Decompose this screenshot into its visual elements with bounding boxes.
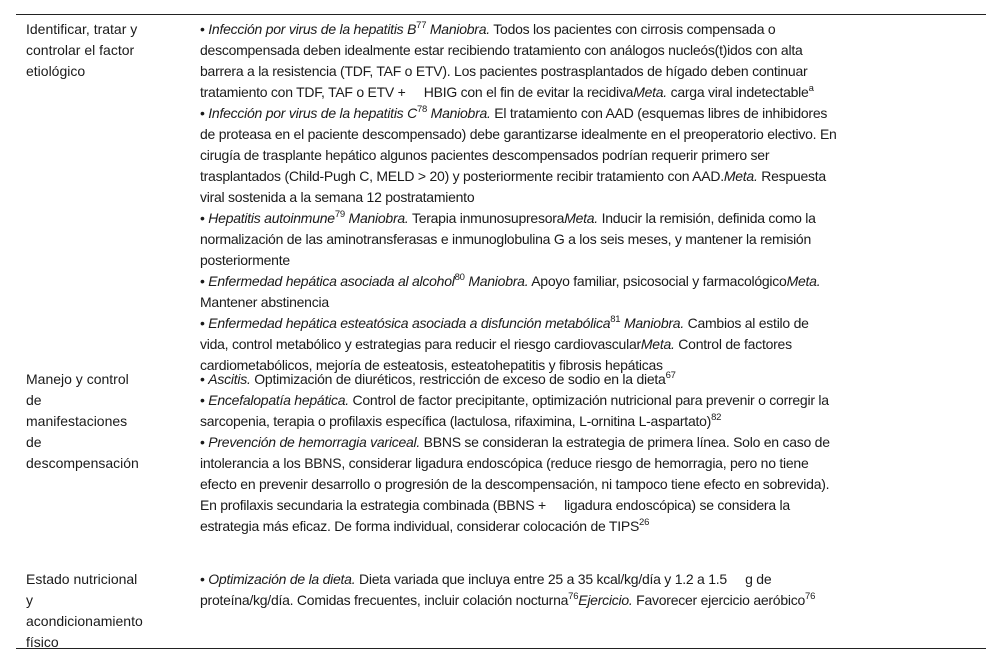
bullet-item [200, 19, 986, 103]
text-run: Todos los pacientes con cirrosis compensada o [489, 21, 776, 37]
italic-term: Maniobra. [426, 21, 490, 37]
bullet-item [200, 103, 986, 208]
text-run: • [200, 21, 209, 37]
text-run: trasplantados (Child-Pugh C, MELD > 20) y posteriormente recibir tratamiento con AAD. [200, 168, 724, 184]
row-label [16, 369, 200, 537]
italic-term: Maniobra. [427, 105, 491, 121]
text-run: viral sostenida a la semana 12 postratamiento [200, 189, 475, 205]
text-run: descompensada deben idealmente estar recibiendo tratamiento con análogos nucleós(t)idos con alta [200, 42, 803, 58]
italic-term: Meta. [786, 273, 821, 289]
italic-term: Meta. [640, 336, 675, 352]
italic-term: Optimización de la dieta. [208, 571, 356, 587]
text-run: vida, control metabólico y estrategias para reducir el riesgo cardiovascular [200, 336, 641, 352]
bullet-item [200, 390, 986, 432]
text-run: efecto en prevenir desarrollo o progresión de la descompensación, ni tampoco tiene efecto en sobrevida). [200, 476, 830, 492]
bullet-item [200, 313, 986, 376]
reference-superscript: 67 [665, 370, 676, 381]
text-run: Apoyo familiar, psicosocial y farmacológico [528, 273, 787, 289]
reference-superscript: 78 [416, 104, 428, 115]
italic-term: Enfermedad hepática esteatósica asociada a disfunción metabólica [208, 315, 611, 331]
text-run: proteína/kg/día. Comidas frecuentes, incluir colación nocturna [200, 592, 569, 608]
italic-term: Maniobra. [464, 273, 529, 289]
recommendations-table [16, 14, 986, 649]
text-run: sarcopenia, terapia o profilaxis específica (lactulosa, rifaximina, L-ornitina L-aspartato) [200, 413, 712, 429]
row-label-line: descompensación [26, 455, 139, 471]
text-run: Inducir la remisión, definida como la [597, 210, 816, 226]
reference-superscript: 77 [416, 20, 427, 31]
text-run: normalización de las aminotransferasas e inmunoglobulina G a los seis meses, y mantener la remisión [200, 231, 811, 247]
text-run: estrategia más eficaz. De forma individual, considerar colocación de TIPS [200, 518, 640, 534]
text-run: Cambios al estilo de [683, 315, 809, 331]
row-label-line: físico [26, 634, 59, 650]
text-run: • [200, 571, 209, 587]
italic-term: Prevención de hemorragia variceal. [208, 434, 421, 450]
reference-superscript: 76 [568, 591, 579, 602]
bullet-item [200, 369, 986, 390]
bullet-item [200, 432, 986, 537]
row-content [200, 369, 986, 537]
row-label-line: de [26, 434, 42, 450]
text-run: En profilaxis secundaria la estrategia combinada (BBNS + ligadura endoscópica) se considera la [200, 497, 790, 513]
reference-superscript: 80 [454, 272, 465, 283]
reference-superscript: 76 [805, 591, 816, 602]
row-label-line: controlar el factor [26, 42, 135, 58]
text-run: • [200, 315, 209, 331]
text-run: • [200, 434, 209, 450]
row-label-line: de [26, 392, 42, 408]
text-run: Terapia inmunosupresora [408, 210, 565, 226]
text-run: carga viral indetectable [666, 84, 809, 100]
italic-term: Ejercicio. [578, 592, 633, 608]
row-content [200, 569, 986, 653]
row-label-line: manifestaciones [26, 413, 128, 429]
bullet-item [200, 271, 986, 313]
text-run: • [200, 105, 209, 121]
text-run: • [200, 392, 209, 408]
text-run: de proteasa en el paciente descompensado) debe garantizarse idealmente en el preoperatorio electivo. En [200, 126, 837, 142]
row-label-line: Identificar, tratar y [26, 21, 138, 37]
row-content [200, 19, 986, 376]
text-run: Favorecer ejercicio aeróbico [632, 592, 806, 608]
text-run: cirugía de trasplante hepático algunos pacientes descompensados podrían requerir primero ser [200, 147, 770, 163]
italic-term: Infección por virus de la hepatitis C [208, 105, 417, 121]
text-run: • [200, 273, 209, 289]
italic-term: Meta. [564, 210, 598, 226]
row-label [16, 19, 200, 376]
row-label-line: Manejo y control [26, 371, 129, 387]
italic-term: Hepatitis autoinmune [208, 210, 335, 226]
text-run: • [200, 210, 209, 226]
row-label-line: etiológico [26, 63, 86, 79]
reference-superscript: 81 [610, 314, 621, 325]
italic-term: Meta. [633, 84, 667, 100]
text-run: Respuesta [757, 168, 826, 184]
text-run: intolerancia a los BBNS, considerar ligadura endoscópica (reduce riesgo de hemorragia, pero no tiene [200, 455, 809, 471]
text-run: Mantener abstinencia [200, 294, 329, 310]
text-run: tratamiento con TDF, TAF o ETV + HBIG con el fin de evitar la recidiva [200, 84, 634, 100]
row-label-line: Estado nutricional [26, 571, 138, 587]
text-run: Control de factores [674, 336, 792, 352]
row-label-line: y [26, 592, 33, 608]
text-run: Dieta variada que incluya entre 25 a 35 kcal/kg/día y 1.2 a 1.5 g de [355, 571, 772, 587]
italic-term: Encefalopatía hepática. [208, 392, 349, 408]
text-run: El tratamiento con AAD (esquemas libres de inhibidores [490, 105, 828, 121]
italic-term: Infección por virus de la hepatitis B [208, 21, 417, 37]
italic-term: Ascitis. [208, 371, 251, 387]
reference-superscript: 82 [711, 412, 722, 423]
reference-superscript: a [808, 83, 814, 94]
row-label [16, 569, 200, 653]
bullet-item [200, 208, 986, 271]
text-run: • [200, 371, 209, 387]
row-label-line: acondicionamiento [26, 613, 143, 629]
table-row [16, 19, 986, 376]
italic-term: Meta. [723, 168, 758, 184]
table-row [16, 569, 986, 653]
text-run: Control de factor precipitante, optimización nutricional para prevenir o corregir la [348, 392, 829, 408]
text-run: cardiometabólicos, mejoría de esteatosis, esteatohepatitis y fibrosis hepáticas [200, 357, 663, 373]
italic-term: Maniobra. [344, 210, 409, 226]
reference-superscript: 26 [639, 517, 650, 528]
text-run: barrera a la resistencia (TDF, TAF o ETV). Los pacientes postrasplantados de hígado deben continuar [200, 63, 808, 79]
italic-term: Enfermedad hepática asociada al alcohol [208, 273, 455, 289]
text-run: posteriormente [200, 252, 290, 268]
text-run: Optimización de diuréticos, restricción de exceso de sodio en la dieta [250, 371, 666, 387]
bullet-item [200, 569, 986, 611]
text-run: BBNS se consideran la estrategia de primera línea. Solo en caso de [420, 434, 830, 450]
reference-superscript: 79 [334, 209, 345, 220]
table-row [16, 369, 986, 537]
italic-term: Maniobra. [620, 315, 684, 331]
